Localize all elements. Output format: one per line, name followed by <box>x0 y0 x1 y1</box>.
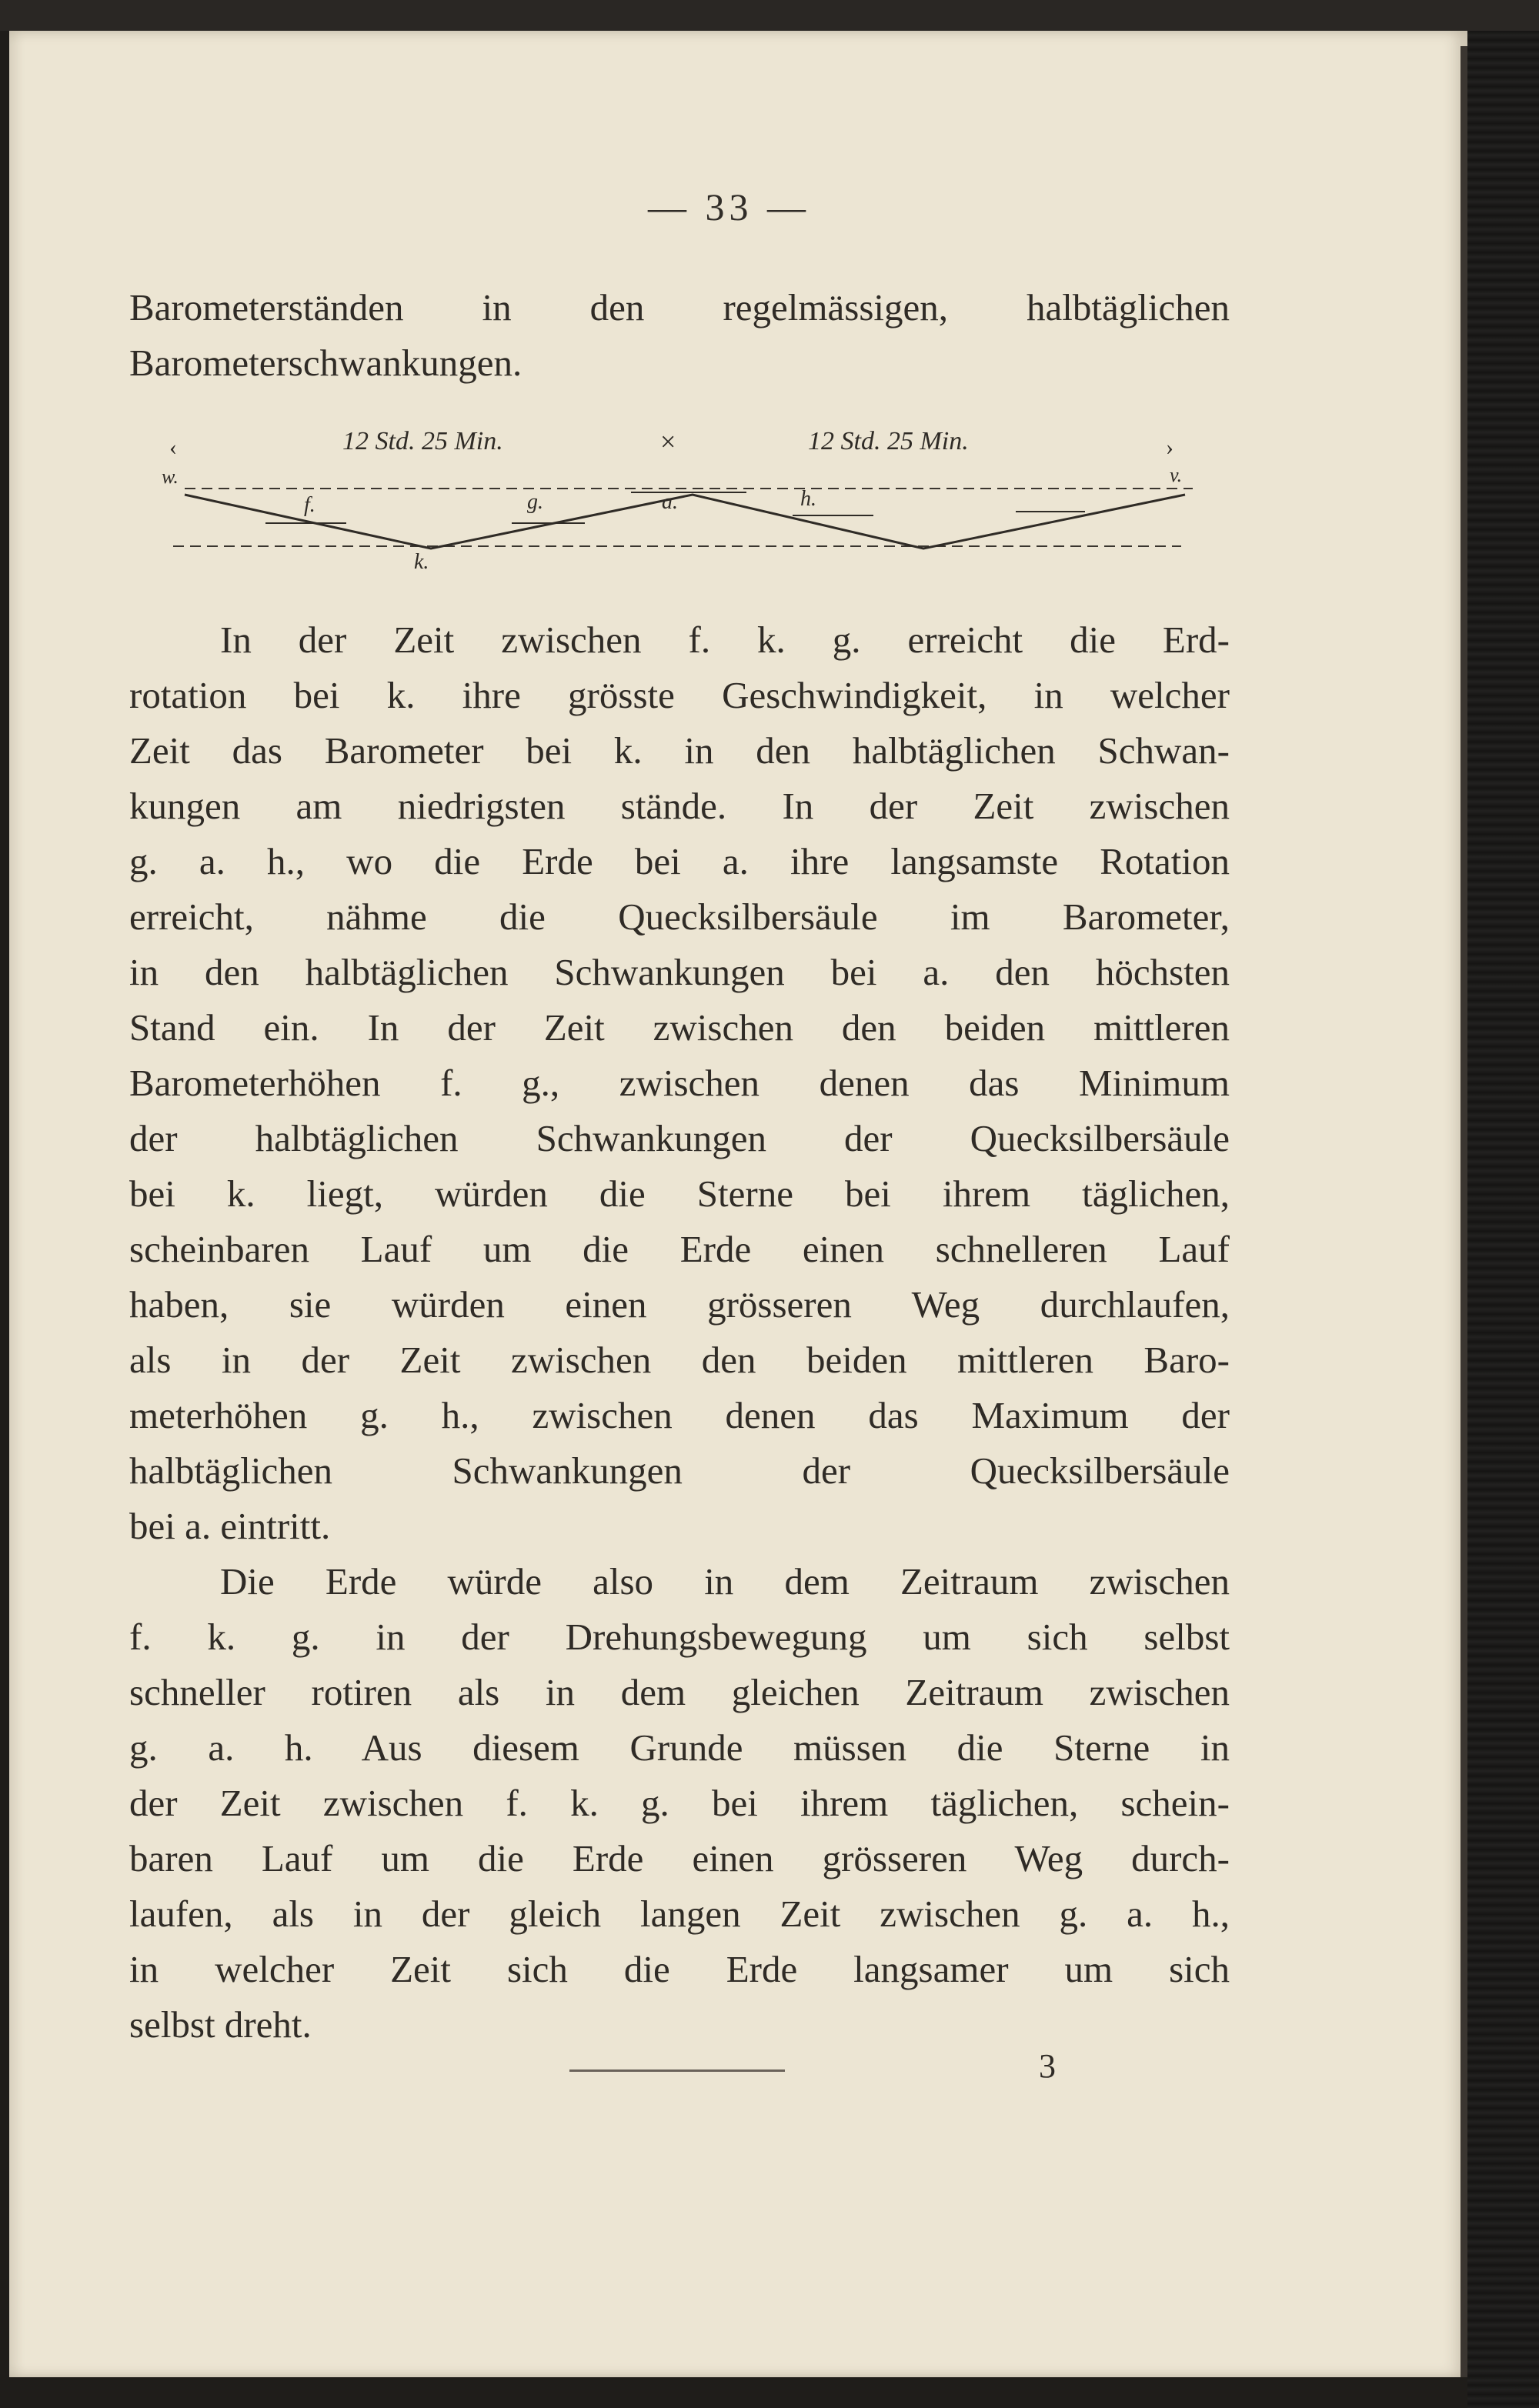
body-text <box>129 612 1230 2053</box>
text-line: Barometerschwankungen. <box>129 342 522 384</box>
left-interval-label: 12 Std. 25 Min. <box>342 427 503 455</box>
scan-background <box>0 0 1539 31</box>
text-line: Barometerhöhen f. g., zwischen denen das Minimum <box>129 1062 1230 1104</box>
text-line: rotation bei k. ihre grösste Geschwindigkeit, in welcher <box>129 674 1230 716</box>
text-line: laufen, als in der gleich langen Zeit zwischen g. a. h., <box>129 1893 1230 1935</box>
right-interval-label: 12 Std. 25 Min. <box>808 427 969 455</box>
label-g: g. <box>527 490 543 514</box>
text-line: scheinbaren Lauf um die Erde einen schnelleren Lauf <box>129 1228 1230 1270</box>
label-w: w. <box>162 465 179 488</box>
text-line: In der Zeit zwischen f. k. g. erreicht die Erd- <box>220 619 1230 661</box>
page-number: — 33 — <box>648 185 810 228</box>
text-line: Zeit das Barometer bei k. in den halbtäglichen Schwan- <box>129 729 1230 772</box>
text-line: der halbtäglichen Schwankungen der Quecksilbersäule <box>129 1117 1230 1159</box>
text-line: als in der Zeit zwischen den beiden mittleren Baro- <box>129 1339 1230 1381</box>
text-line: in den halbtäglichen Schwankungen bei a. den höchsten <box>129 951 1230 993</box>
text-line: erreicht, nähme die Quecksilbersäule im Barometer, <box>129 895 1230 938</box>
text-line: halbtäglichen Schwankungen der Quecksilbersäule <box>129 1449 1230 1492</box>
text-line: meterhöhen g. h., zwischen denen das Maximum der <box>129 1394 1230 1436</box>
text-line: bei a. eintritt. <box>129 1505 331 1547</box>
text-line: g. a. h., wo die Erde bei a. ihre langsamste Rotation <box>129 840 1230 882</box>
barometer-diagram <box>154 419 1216 585</box>
book-binding <box>1467 31 1539 2408</box>
label-a: a. <box>662 490 678 514</box>
text-line: selbst dreht. <box>129 2003 312 2046</box>
text-line: der Zeit zwischen f. k. g. bei ihrem täglichen, schein- <box>129 1782 1230 1824</box>
text-line: in welcher Zeit sich die Erde langsamer um sich <box>129 1948 1230 1990</box>
label-v: v. <box>1170 464 1183 486</box>
text-line: Die Erde würde also in dem Zeitraum zwischen <box>220 1560 1230 1603</box>
text-line: Barometerständen in den regelmässigen, halbtäglichen <box>129 286 1230 329</box>
text-line: g. a. h. Aus diesem Grunde müssen die Sterne in <box>129 1726 1230 1769</box>
text-line: schneller rotiren als in dem gleichen Zeitraum zwischen <box>129 1671 1230 1713</box>
text-line: f. k. g. in der Drehungsbewegung um sich selbst <box>129 1616 1230 1658</box>
label-f: f. <box>304 493 315 517</box>
text-line: kungen am niedrigsten stände. In der Zeit zwischen <box>129 785 1230 827</box>
left-arrow-icon: ‹ <box>169 435 177 460</box>
center-marker: × <box>660 426 676 457</box>
label-h: h. <box>800 487 816 511</box>
right-arrow-icon: › <box>1166 435 1173 460</box>
text-line: bei k. liegt, würden die Sterne bei ihrem täglichen, <box>129 1172 1230 1215</box>
footer-rule <box>569 2069 785 2072</box>
text-line: baren Lauf um die Erde einen grösseren Weg durch- <box>129 1837 1230 1879</box>
signature-mark: 3 <box>1039 2047 1056 2085</box>
text-line: Stand ein. In der Zeit zwischen den beiden mittleren <box>129 1006 1230 1049</box>
label-k: k. <box>414 550 429 574</box>
text-line: haben, sie würden einen grösseren Weg durchlaufen, <box>129 1283 1230 1326</box>
paragraph-top <box>129 280 1230 391</box>
